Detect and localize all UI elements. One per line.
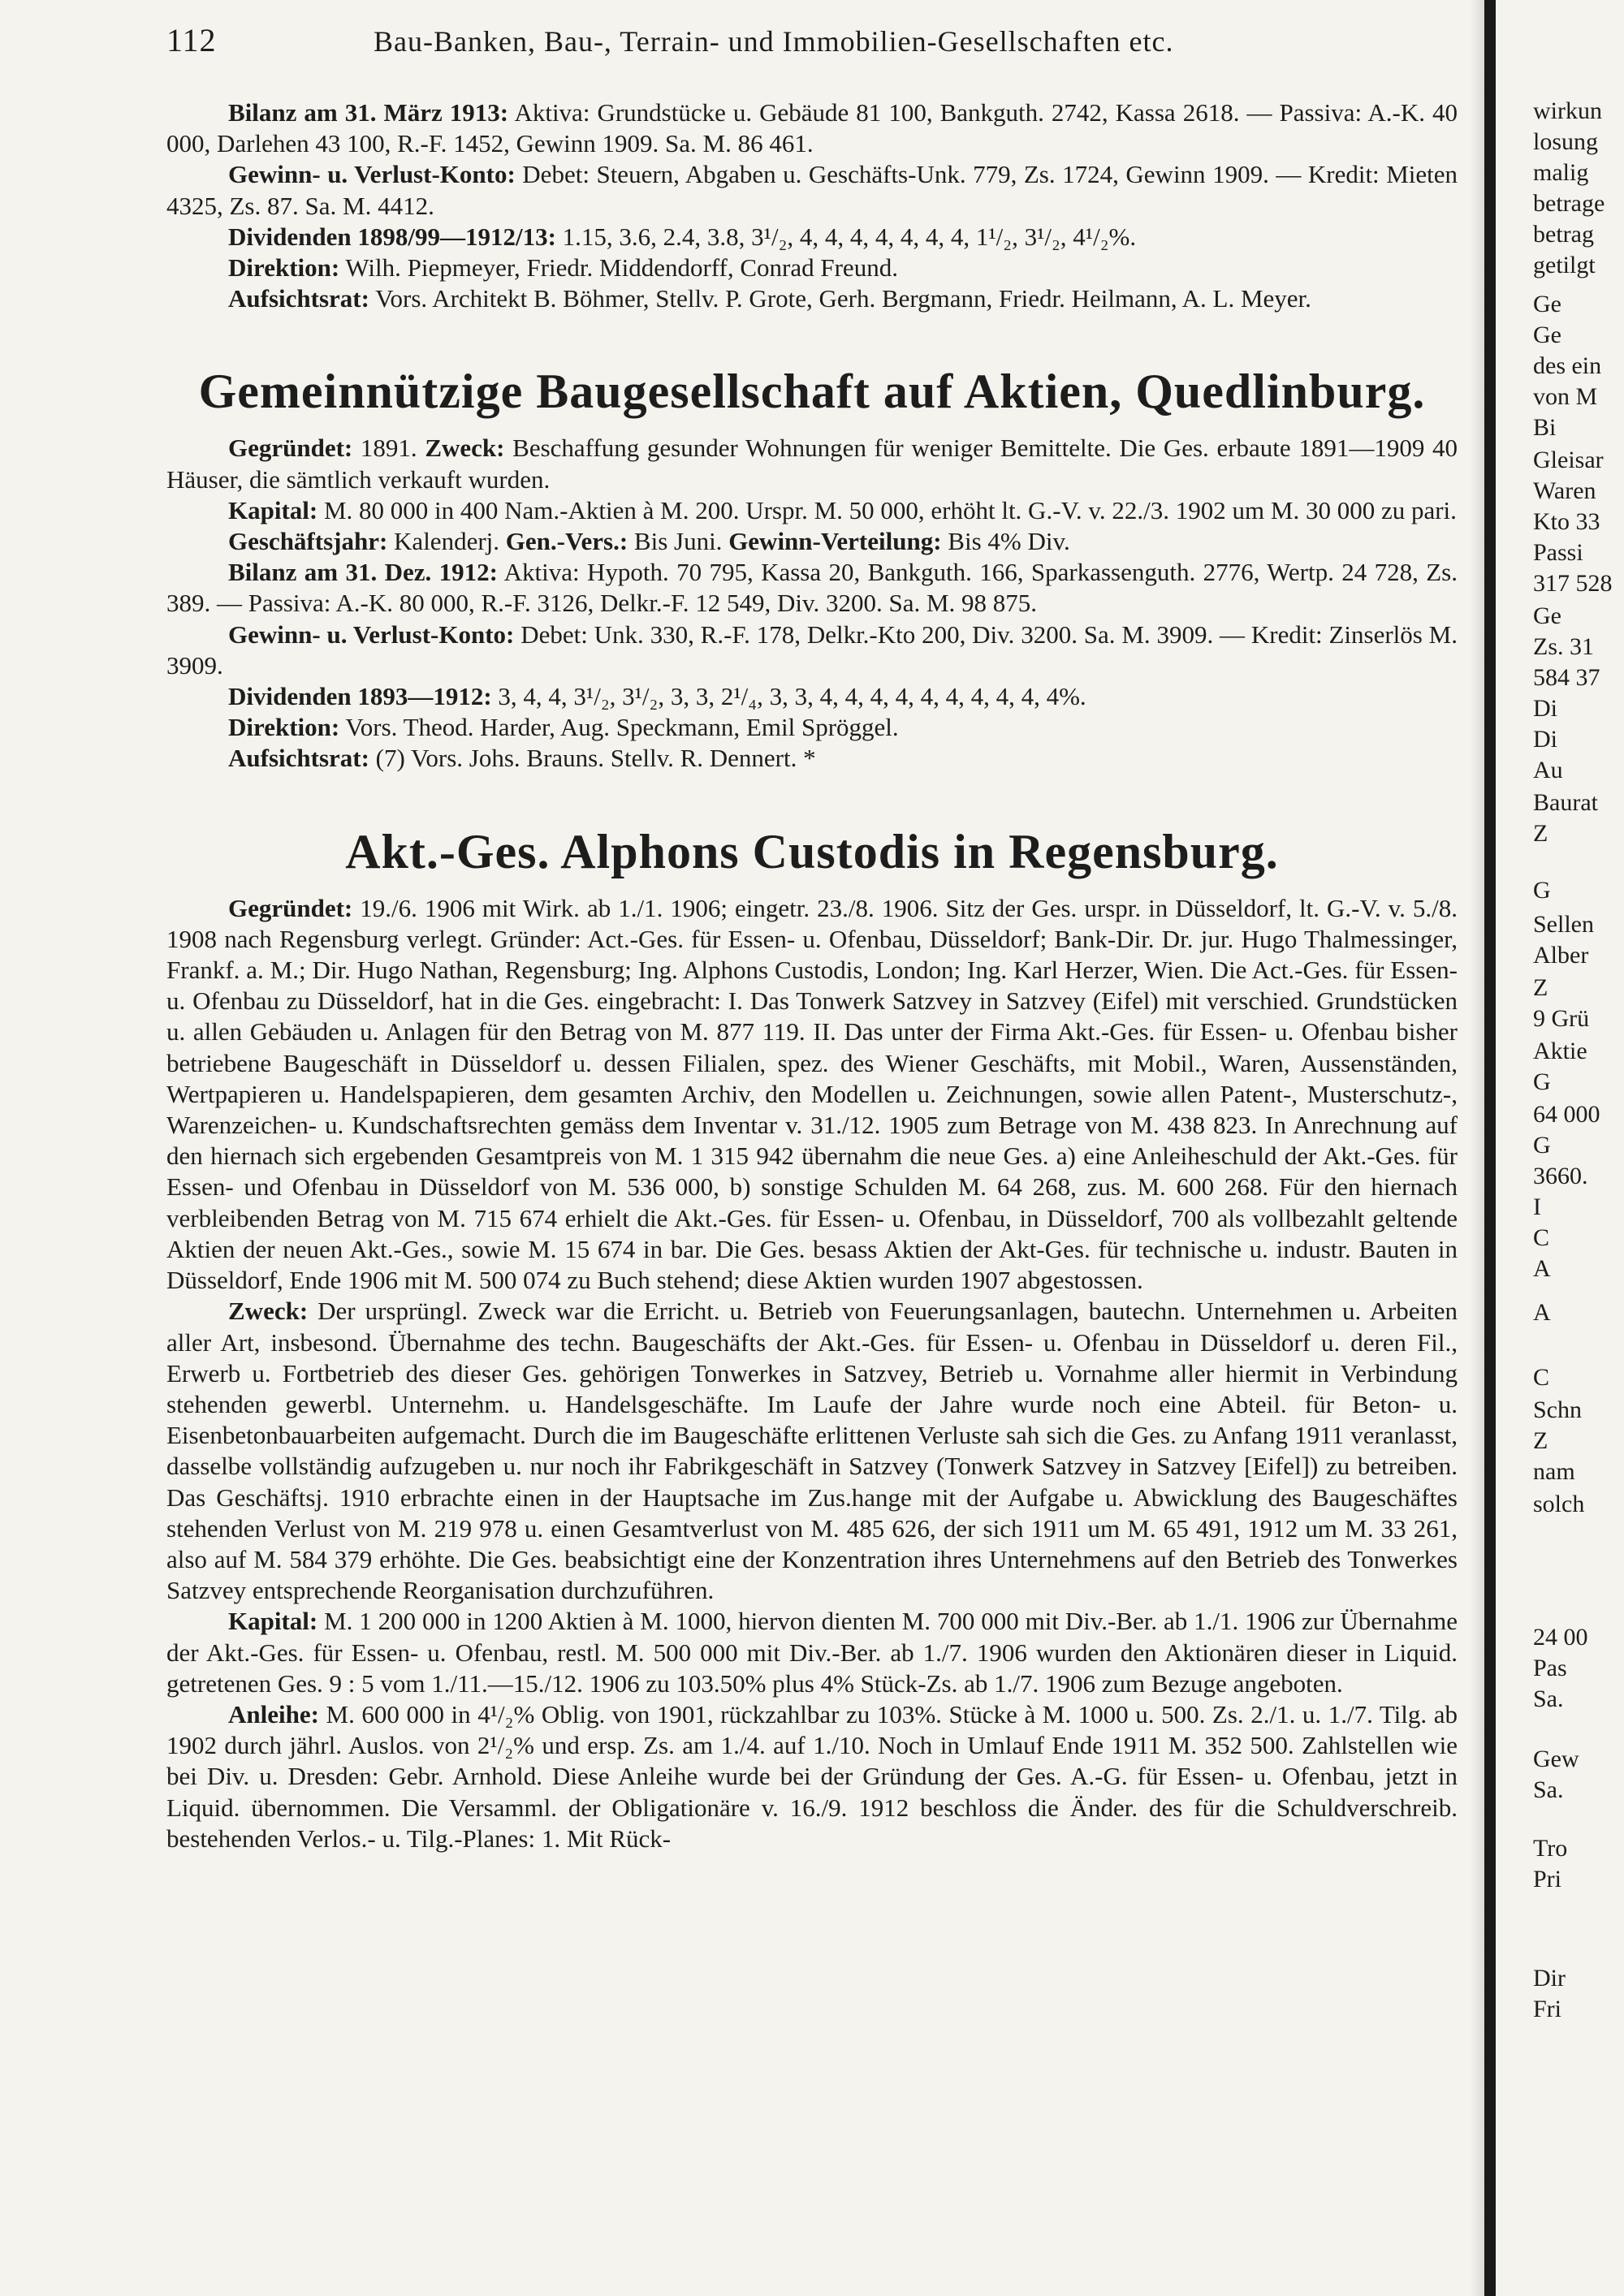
fragment-line: Gleisar [1533, 447, 1604, 473]
section-label: Aufsichtsrat: [228, 284, 369, 313]
fragment-line: Tro [1533, 1835, 1568, 1862]
fragment-line: G [1533, 877, 1551, 904]
fragment-line: G [1533, 1132, 1551, 1159]
fragment-line: C [1533, 1224, 1550, 1251]
section-label: Kapital: [228, 1607, 318, 1636]
fragment-line: Alber [1533, 942, 1589, 969]
section-text: 19./6. 1906 mit Wirk. ab 1./1. 1906; eingetr. 23./8. 1906. Sitz der Ges. urspr. in Düsseldorf, lt. G.-V. v. 5./8. 1908 nach Regensburg verlegt. Gründer: Act.-Ges. für Essen- u. Ofenbau, Düsseldorf; Bank-Dir. Dr. jur. Hugo Thalmessinger, Frankf. a. M.; Dir. Hugo Nathan, Regensburg; Ing. Alphons Custodis, London; Ing. Karl Herzer, Wien. Die Act.-Ges. für Essen- u. Ofenbau zu Düsseldorf, hat in die Ges. eingebracht: I. Das Tonwerk Satzvey in Satzvey (Eifel) mit verschied. Grundstücken u. allen Gebäuden u. Anlagen für den Betrag von M. 877 119. II. Das unter der Firma Akt.-Ges. für Essen- u. Ofenbau bisher betriebene Baugeschäft in Düsseldorf u. dessen Filialen, spez. des Wiener Geschäfts, mit Mobil., Waren, Aussenständen, Wertpapieren u. Handelspapieren, dem gesamten Archiv, den Modellen u. Zeichnungen, sowie allen Patent-, Musterschutz-, Warenzeichen- u. Kundschaftsrechten gemäss dem Inventar v. 31./12. 1905 zum Betrage von M. 438 823. In Anrechnung auf den hiernach sich ergebenden Gesamtpreis von M. 1 315 942 übernahm die neue Ges. a) eine Anleiheschuld der Akt.-Ges. für Essen- und Ofenbau in Düsseldorf von M. 536 000, b) sonstige Schulden M. 64 268, zus. M. 600 268. Für den hiernach verbleibenden Betrag von M. 715 674 erhielt die Akt.-Ges. für Essen- u. Ofenbau, in Düsseldorf, 700 als vollbezahlt geltende Aktien der neuen Akt.-Ges., sowie M. 15 674 in bar. Die Ges. besass Aktien der Akt-Ges. für technische u. industr. Bauten in Düsseldorf, Ende 1906 mit M. 500 074 zu Buch stehend; diese Aktien wurden 1907 abgestossen. [166, 893, 1458, 1295]
fragment-line: des ein [1533, 352, 1602, 379]
fragment-line: Aktie [1533, 1038, 1587, 1064]
fragment-line: wirkun [1533, 97, 1602, 124]
fragment-line: Ge [1533, 322, 1561, 348]
fragment-line: Ge [1533, 291, 1561, 317]
fragment-line: Schn [1533, 1396, 1582, 1423]
fragment-line: getilgt [1533, 252, 1596, 278]
fragment-line: A [1533, 1255, 1551, 1282]
entry-quedlinburg [166, 365, 1458, 774]
section-text: M. 1 200 000 in 1200 Aktien à M. 1000, hiervon dienten M. 700 000 mit Div.-Ber. ab 1./1. 1906 zur Übernahme der Akt.-Ges. für Essen- u. Ofenbau, restl. M. 500 000 mit Div.-Ber. ab 1./7. 1906 wurden den Aktionären dieser in Liquid. getretenen Ges. 9 : 5 vom 1./11.—15./12. 1906 zu 103.50% plus 4% Stück-Zs. ab 1./7. 1906 zum Bezuge angeboten. [166, 1607, 1458, 1698]
fragment-line: Pri [1533, 1866, 1562, 1892]
fragment-line: Di [1533, 695, 1557, 722]
fragment-line: Z [1533, 820, 1548, 847]
gutter-shadow [1470, 0, 1484, 2296]
fragment-line: 64 000 [1533, 1101, 1600, 1128]
fragment-line: Gew [1533, 1746, 1579, 1772]
fragment-line: Waren [1533, 477, 1596, 504]
section-text: (7) Vors. Johs. Brauns. Stellv. R. Dennert. * [369, 744, 816, 773]
section-text: 1891. [352, 434, 425, 463]
spacer [166, 775, 1458, 825]
management-paragraph [166, 712, 1458, 743]
fragment-line: Baurat [1533, 789, 1598, 816]
fragment-line: betrage [1533, 190, 1605, 217]
section-label: Gegründet: [228, 434, 353, 463]
founding-paragraph [166, 893, 1458, 1297]
balance-paragraph [166, 97, 1458, 159]
section-text: M. 80 000 in 400 Nam.-Aktien à M. 200. Urspr. M. 50 000, erhöht lt. G.-V. v. 22./3. 1902 um M. 30 000 zu pari. [317, 495, 1457, 524]
section-label: Gegründet: [228, 893, 353, 922]
section-label: Kapital: [228, 495, 318, 524]
fragment-line: Di [1533, 726, 1557, 753]
purpose-paragraph [166, 1296, 1458, 1606]
fragment-line: solch [1533, 1491, 1585, 1517]
company-title: Akt.-Ges. Alphons Custodis in Regensburg. [345, 824, 1279, 878]
fragment-line: Dir [1533, 1965, 1566, 1992]
management-paragraph [166, 252, 1458, 283]
supervisory-board-paragraph [166, 743, 1458, 774]
section-text: M. 600 000 in 4¹/₂% Oblig. von 1901, rückzahlbar zu 103%. Stücke à M. 1000 u. 500. Zs. 2./1. u. 1./7. Tilg. ab 1902 durch jährl. Auslos. von 2¹/₂% und ersp. Zs. am 1./4. auf 1./10. Noch in Umlauf Ende 1911 M. 352 500. Zahlstellen wie bei Div. u. Dresden: Gebr. Arnhold. Diese Anleihe wurde bei der Gründung der Ges. A.-G. für Essen- u. Ofenbau, jetzt in Liquid. übernommen. Die Versamml. der Obligationäre v. 16./9. 1912 beschloss die Änder. des für die Schuldverschreib. bestehenden Verlos.- u. Tilg.-Planes: 1. Mit Rück- [166, 1699, 1458, 1853]
section-text: Aktiva: Hypoth. 70 795, Kassa 20, Bankguth. 166, Sparkassenguth. 2776, Wertp. 24 728, Zs. 389. — Passiva: A.-K. 80 000, R.-F. 3126, Delkr.-F. 12 549, Div. 3200. Sa. M. 98 875. [166, 558, 1458, 618]
profit-loss-paragraph [166, 159, 1458, 221]
fragment-line: Au [1533, 757, 1563, 783]
section-text: Bis Juni. [628, 527, 729, 556]
fragment-line: I [1533, 1193, 1541, 1220]
fragment-line: G [1533, 1068, 1551, 1095]
page-divider [1484, 0, 1496, 2296]
dividends-paragraph [166, 681, 1458, 712]
section-text: Vors. Theod. Harder, Aug. Speckmann, Emil Spröggel. [339, 713, 899, 742]
page-number: 112 [166, 22, 217, 58]
section-text: Debet: Unk. 330, R.-F. 178, Delkr.-Kto 200, Div. 3200. Sa. M. 3909. — Kredit: Zinserlös M. 3909. [166, 619, 1458, 680]
section-label: Aufsichtsrat: [228, 744, 369, 773]
section-text: Bis 4% Div. [941, 527, 1070, 556]
capital-paragraph [166, 1606, 1458, 1699]
fragment-line: Z [1533, 1427, 1548, 1454]
fragment-line: 24 00 [1533, 1624, 1588, 1651]
fragment-line: nam [1533, 1458, 1575, 1485]
fragment-line: Sa. [1533, 1685, 1564, 1712]
section-label: Zweck: [425, 434, 505, 463]
section-label: Anleihe: [228, 1699, 319, 1728]
capital-paragraph [166, 495, 1458, 526]
section-text: 3, 4, 4, 3¹/₂, 3¹/₂, 3, 3, 2¹/₄, 3, 3, 4, 4, 4, 4, 4, 4, 4, 4, 4, 4%. [491, 682, 1086, 711]
section-label: Gewinn- u. Verlust-Konto: [228, 619, 515, 649]
section-text: Der ursprüngl. Zweck war die Erricht. u. Betrieb von Feuerungsanlagen, bautechn. Unternehmen u. Arbeiten aller Art, insbesond. Übernahme des techn. Baugeschäfts der Akt.-Ges. für Essen- u. Ofenbau in Düsseldorf u. deren Fil., Erwerb u. Fortbetrieb des dieser Ges. gehörigen Tonwerkes in Satzvey, Betrieb u. Vornahme aller hiermit in Verbindung stehenden gewerbl. Unternehm. u. Handelsgeschäfte. Im Laufe der Jahre wurde noch eine Abteil. für Beton- u. Eisenbetonbauarbeiten aufgemacht. Durch die im Baugeschäfte erlittenen Verluste sah sich die Ges. zu Anfang 1911 veranlasst, dasselbe vollständig aufzugeben u. nur noch ihr Fabrikgeschäft in Satzvey (Tonwerk Satzvey in Satzvey [Eifel]) zu betreiben. Das Geschäftsj. 1910 erbrachte einen in der Hauptsache im Zus.hange mit der Aufgabe u. Abwicklung des Baugeschäftes stehenden Verlust von M. 219 978 u. einen Gesamtverlust von M. 485 626, der sich 1911 um M. 65 491, 1912 um M. 33 261, also auf M. 584 379 erhöhte. Die Ges. beabsichtigt eine der Konzentration ihres Unternehmens auf den Betrieb des Tonwerkes Satzvey entsprechende Reorganisation durchzuführen. [166, 1297, 1458, 1605]
section-text: Aktiva: Grundstücke u. Gebäude 81 100, Bankguth. 2742, Kassa 2618. — Passiva: A.-K. 40 000, Darlehen 43 100, R.-F. 1452, Gewinn 1909. Sa. M. 86 461. [166, 98, 1458, 158]
fragment-line: C [1533, 1364, 1550, 1391]
section-text: Wilh. Piepmeyer, Friedr. Middendorff, Conrad Freund. [339, 253, 898, 283]
page-header [166, 21, 1458, 62]
bond-paragraph [166, 1699, 1458, 1854]
founding-paragraph [166, 433, 1458, 494]
profit-loss-paragraph [166, 619, 1458, 681]
fragment-line: Sa. [1533, 1776, 1564, 1803]
company-title: Gemeinnützige Baugesellschaft auf Aktien, Quedlinburg. [198, 365, 1426, 419]
entry-continuation [166, 97, 1458, 314]
fragment-line: 9 Grü [1533, 1005, 1590, 1032]
section-label: Dividenden 1893—1912: [228, 682, 492, 711]
dividends-paragraph [166, 222, 1458, 252]
section-label: Geschäftsjahr: [228, 527, 388, 556]
fiscal-year-paragraph [166, 526, 1458, 557]
section-label: Dividenden 1898/99—1912/13: [228, 222, 556, 251]
section-text: 1.15, 3.6, 2.4, 3.8, 3¹/₂, 4, 4, 4, 4, 4, 4, 4, 1¹/₂, 3¹/₂, 4¹/₂%. [555, 222, 1137, 251]
section-label: Gewinn-Verteilung: [728, 527, 942, 556]
fragment-line: Passi [1533, 539, 1583, 566]
fragment-line: 584 37 [1533, 664, 1600, 691]
section-text: Vors. Architekt B. Böhmer, Stellv. P. Grote, Gerh. Bergmann, Friedr. Heilmann, A. L. Meyer. [369, 284, 1311, 313]
fragment-line: Zs. 31 [1533, 633, 1594, 660]
fragment-line: losung [1533, 128, 1599, 155]
fragment-line: Sellen [1533, 911, 1594, 938]
fragment-line: von M [1533, 383, 1598, 410]
fragment-line: Pas [1533, 1655, 1567, 1681]
supervisory-board-paragraph [166, 283, 1458, 314]
section-label: Direktion: [228, 713, 340, 742]
fragment-line: Z [1533, 974, 1548, 1001]
section-text: Debet: Steuern, Abgaben u. Geschäfts-Unk. 779, Zs. 1724, Gewinn 1909. — Kredit: Mieten 4325, Zs. 87. Sa. M. 4412. [166, 160, 1458, 220]
section-label: Gen.-Vers.: [505, 527, 628, 556]
section-label: Direktion: [228, 253, 340, 283]
fragment-line: Ge [1533, 602, 1561, 629]
fragment-line: Fri [1533, 1996, 1562, 2022]
section-label: Zweck: [228, 1297, 309, 1326]
section-text: Kalenderj. [387, 527, 506, 556]
fragment-line: Kto 33 [1533, 508, 1600, 535]
running-title: Bau-Banken, Bau-, Terrain- und Immobilien-Gesellschaften etc. [374, 25, 1174, 58]
fragment-line: 3660. [1533, 1163, 1588, 1189]
fragment-line: Bi [1533, 414, 1557, 441]
fragment-line: 317 528 [1533, 570, 1613, 597]
main-column [166, 97, 1458, 1854]
fragment-line: malig [1533, 159, 1589, 186]
fragment-line: betrag [1533, 221, 1594, 248]
fragment-line: A [1533, 1299, 1551, 1326]
spacer [166, 314, 1458, 365]
adjacent-page-fragment [1527, 97, 1624, 2290]
section-text: Beschaffung gesunder Wohnungen für weniger Bemittelte. Die Ges. erbaute 1891—1909 40 Häuser, die sämtlich verkauft wurden. [166, 434, 1458, 494]
section-label: Bilanz am 31. Dez. 1912: [228, 558, 498, 587]
section-label: Gewinn- u. Verlust-Konto: [228, 160, 516, 189]
balance-paragraph [166, 557, 1458, 619]
section-label: Bilanz am 31. März 1913: [228, 98, 509, 127]
entry-custodis [166, 825, 1458, 1854]
